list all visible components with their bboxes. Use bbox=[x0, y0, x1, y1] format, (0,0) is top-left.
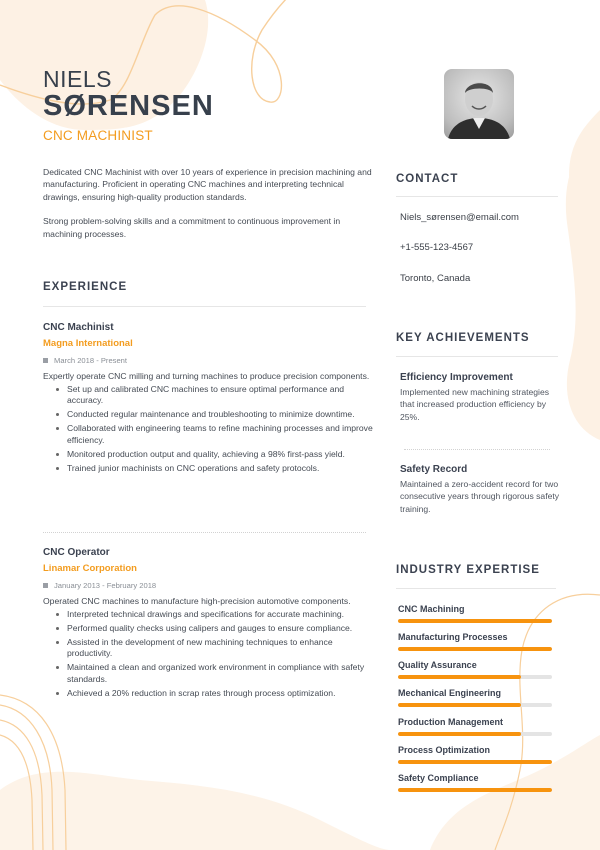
bullet-icon bbox=[56, 413, 59, 416]
achievement-item bbox=[400, 464, 560, 515]
job-bullet-text: Collaborated with engineering teams to refine machining processes and improve efficiency. bbox=[67, 423, 373, 445]
last-name: SØRENSEN bbox=[43, 90, 214, 122]
job-bullet-text: Performed quality checks using calipers and gauges to ensure compliance. bbox=[67, 622, 353, 633]
job-bullet-text: Assisted in the development of new machining techniques to enhance productivity. bbox=[67, 636, 333, 658]
calendar-icon bbox=[43, 583, 48, 588]
achievements-heading: KEY ACHIEVEMENTS bbox=[396, 332, 530, 344]
skill-bar-fill bbox=[398, 788, 552, 792]
job-company: Magna International bbox=[43, 338, 133, 349]
skill-name: Quality Assurance bbox=[398, 660, 477, 670]
skill-name: Production Management bbox=[398, 717, 504, 727]
person-portrait-icon bbox=[444, 69, 514, 139]
skill-bar-track bbox=[398, 647, 552, 651]
achievement-description: Implemented new machining strategies that increased production efficiency by 25%. bbox=[400, 387, 550, 422]
job-bullets bbox=[43, 609, 373, 700]
job-role: CNC Operator bbox=[43, 547, 110, 558]
calendar-icon bbox=[43, 358, 48, 363]
job-bullet bbox=[55, 384, 373, 407]
skill-bar-track bbox=[398, 760, 552, 764]
job-dates-text: January 2013 - February 2018 bbox=[54, 581, 157, 590]
skill-name: Process Optimization bbox=[398, 745, 491, 755]
skill-item bbox=[398, 632, 552, 651]
skill-item bbox=[398, 773, 552, 792]
bullet-icon bbox=[56, 388, 59, 391]
job-dates-text: March 2018 - Present bbox=[54, 356, 128, 365]
skill-bar-fill bbox=[398, 647, 552, 651]
skill-bar-track bbox=[398, 788, 552, 792]
achievements-divider bbox=[396, 356, 558, 357]
job-bullet bbox=[55, 637, 373, 660]
bullet-icon bbox=[56, 627, 59, 630]
skill-item bbox=[398, 660, 552, 679]
skill-bar-fill bbox=[398, 703, 521, 707]
achievement-separator bbox=[404, 449, 550, 450]
experience-heading: EXPERIENCE bbox=[43, 281, 128, 293]
experience-divider bbox=[43, 306, 366, 307]
job-description: Expertly operate CNC milling and turning machines to produce precision components. bbox=[43, 371, 370, 381]
bullet-icon bbox=[56, 692, 59, 695]
job-separator bbox=[43, 532, 366, 533]
skill-bar-track bbox=[398, 619, 552, 623]
achievement-title: Efficiency Improvement bbox=[400, 372, 513, 383]
skill-name: Manufacturing Processes bbox=[398, 632, 508, 642]
job-bullet bbox=[55, 449, 373, 461]
job-bullet bbox=[55, 662, 373, 685]
job-role: CNC Machinist bbox=[43, 322, 114, 333]
skill-item bbox=[398, 604, 552, 623]
job-bullet-text: Maintained a clean and organized work environment in compliance with safety standards. bbox=[67, 662, 365, 684]
job-bullet-text: Set up and calibrated CNC machines to ensure optimal performance and accuracy. bbox=[67, 383, 345, 405]
achievement-title: Safety Record bbox=[400, 464, 468, 475]
summary-paragraph: Strong problem-solving skills and a commitment to continuous improvement in machining processes. bbox=[43, 216, 341, 239]
contact-divider bbox=[396, 196, 558, 197]
job-bullet bbox=[55, 423, 373, 446]
job-description: Operated CNC machines to manufacture high-precision automotive components. bbox=[43, 596, 351, 606]
job-entry bbox=[43, 547, 373, 702]
contact-heading: CONTACT bbox=[396, 173, 459, 185]
skill-bar-track bbox=[398, 732, 552, 736]
job-bullet bbox=[55, 623, 373, 635]
job-bullet bbox=[55, 688, 373, 700]
job-bullet bbox=[55, 409, 373, 421]
skill-name: CNC Machining bbox=[398, 604, 465, 614]
bullet-icon bbox=[56, 467, 59, 470]
job-bullets bbox=[43, 384, 373, 475]
summary-paragraph: Dedicated CNC Machinist with over 10 years of experience in precision machining and manufacturing. Proficient in operating CNC machines and interpreting technical drawings, ensuring high-quality production standards. bbox=[43, 167, 372, 202]
skill-item bbox=[398, 717, 552, 736]
job-title: CNC MACHINIST bbox=[43, 128, 153, 143]
skill-bar-track bbox=[398, 675, 552, 679]
bullet-icon bbox=[56, 427, 59, 430]
job-bullet bbox=[55, 609, 373, 621]
contact-phone[interactable]: +1-555-123-4567 bbox=[400, 242, 474, 253]
skill-name: Safety Compliance bbox=[398, 773, 479, 783]
job-entry bbox=[43, 322, 373, 477]
skill-item bbox=[398, 745, 552, 764]
skill-item bbox=[398, 688, 552, 707]
bullet-icon bbox=[56, 641, 59, 644]
job-company: Linamar Corporation bbox=[43, 563, 137, 574]
contact-email[interactable]: Niels_sørensen@email.com bbox=[400, 212, 519, 223]
job-bullet-text: Achieved a 20% reduction in scrap rates through process optimization. bbox=[67, 687, 336, 698]
achievement-item bbox=[400, 372, 560, 423]
skill-bar-fill bbox=[398, 619, 552, 623]
contact-location: Toronto, Canada bbox=[400, 273, 471, 284]
expertise-heading: INDUSTRY EXPERTISE bbox=[396, 564, 540, 576]
job-bullet-text: Interpreted technical drawings and specifications for accurate machining. bbox=[67, 608, 345, 619]
bullet-icon bbox=[56, 453, 59, 456]
skill-bar-fill bbox=[398, 760, 552, 764]
job-bullet bbox=[55, 463, 373, 475]
job-bullet-text: Trained junior machinists on CNC operations and safety protocols. bbox=[67, 462, 320, 473]
achievement-description: Maintained a zero-accident record for two consecutive years through rigorous safety training. bbox=[400, 479, 560, 514]
first-name: NIELS bbox=[43, 66, 112, 92]
skill-bar-fill bbox=[398, 675, 521, 679]
skill-bar-fill bbox=[398, 732, 521, 736]
job-dates bbox=[43, 581, 373, 590]
skill-name: Mechanical Engineering bbox=[398, 688, 502, 698]
job-bullet-text: Conducted regular maintenance and troubleshooting to minimize downtime. bbox=[67, 409, 355, 419]
profile-summary bbox=[43, 166, 373, 240]
bullet-icon bbox=[56, 613, 59, 616]
expertise-divider bbox=[396, 588, 556, 589]
bullet-icon bbox=[56, 666, 59, 669]
job-dates bbox=[43, 356, 373, 365]
profile-photo bbox=[444, 69, 514, 139]
skill-bar-track bbox=[398, 703, 552, 707]
job-bullet-text: Monitored production output and quality, achieving a 98% first-pass yield. bbox=[67, 448, 345, 459]
